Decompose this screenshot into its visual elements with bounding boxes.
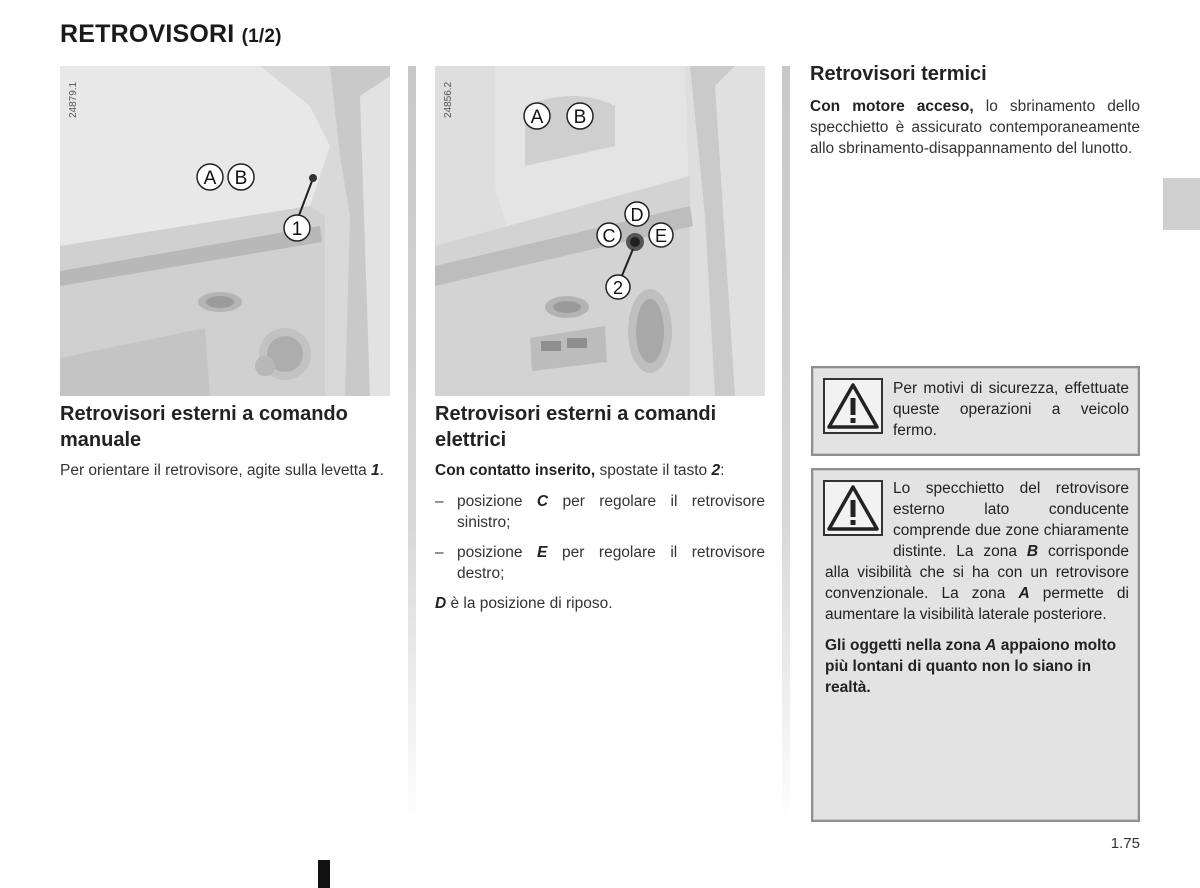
callout-a: A bbox=[530, 107, 544, 128]
heading-electric-mirrors: Retrovisori esterni a comandi elettrici bbox=[435, 403, 717, 451]
page-number: 1.75 bbox=[1110, 835, 1140, 852]
warning-box-mirror-zones bbox=[811, 468, 1140, 822]
door-illustration bbox=[60, 66, 390, 396]
heated-mirror-text: Con motore acceso, lo sbrinamento dello specchietto è assicurato contemporaneamente allo sbrinamento-disappannamento del lunotto. bbox=[810, 98, 1141, 157]
heading-heated-mirrors: Retrovisori termici bbox=[810, 63, 987, 85]
warning-text: Lo specchietto del retrovisore esterno lato conducente comprende due zone chiaramente distinte. La zona B corrisponde alla visibilità che si ha con un retrovisore convenzionale. La zona A permette di aumentare la visibilità laterale posteriore. Gli oggetti nella zona A appaiono molto più lontani di quanto non lo siano in realtà. bbox=[825, 480, 1129, 696]
callout-b: B bbox=[234, 168, 248, 189]
callout-b: B bbox=[573, 107, 587, 128]
list-item: – posizione E per regolare il retrovisore destro; bbox=[435, 544, 765, 582]
manual-mirror-text: Per orientare il retrovisore, agite sulla levetta 1. bbox=[60, 462, 384, 479]
section-tab bbox=[1163, 178, 1200, 230]
figure-manual-mirror bbox=[60, 66, 390, 396]
figure-code: 24856.2 bbox=[443, 81, 454, 118]
column-separator bbox=[782, 66, 790, 826]
callout-d: D bbox=[630, 205, 644, 225]
callout-e: E bbox=[654, 226, 668, 246]
warning-text: Per motivi di sicurezza, effettuate queste operazioni a veicolo fermo. bbox=[893, 380, 1129, 439]
callout-2: 2 bbox=[612, 278, 624, 298]
electric-mirror-text: Con contatto inserito, spostate il tasto 2: – posizione C per regolare il retrovisore sinistro; – posizione E per regolare il retrovisore destro; D è la posizione di riposo. bbox=[435, 462, 765, 612]
heading-manual-mirrors: Retrovisori esterni a comando manuale bbox=[60, 403, 348, 451]
callout-c: C bbox=[602, 226, 616, 246]
door-illustration bbox=[435, 66, 765, 396]
figure-code: 24879.1 bbox=[68, 81, 79, 118]
title-main: RETROVISORI bbox=[60, 20, 235, 48]
page-edge-mark bbox=[318, 860, 330, 888]
page-title bbox=[60, 20, 282, 49]
ref-lever-1: 1 bbox=[371, 462, 380, 479]
warning-triangle-icon bbox=[823, 378, 883, 434]
list-item: – posizione C per regolare il retrovisore sinistro; bbox=[435, 493, 765, 531]
title-part: (1/2) bbox=[241, 26, 282, 47]
callout-1: 1 bbox=[291, 219, 303, 240]
callout-a: A bbox=[203, 168, 217, 189]
figure-electric-mirror bbox=[435, 66, 765, 396]
warning-box-safety bbox=[811, 366, 1140, 456]
column-separator bbox=[408, 66, 416, 826]
